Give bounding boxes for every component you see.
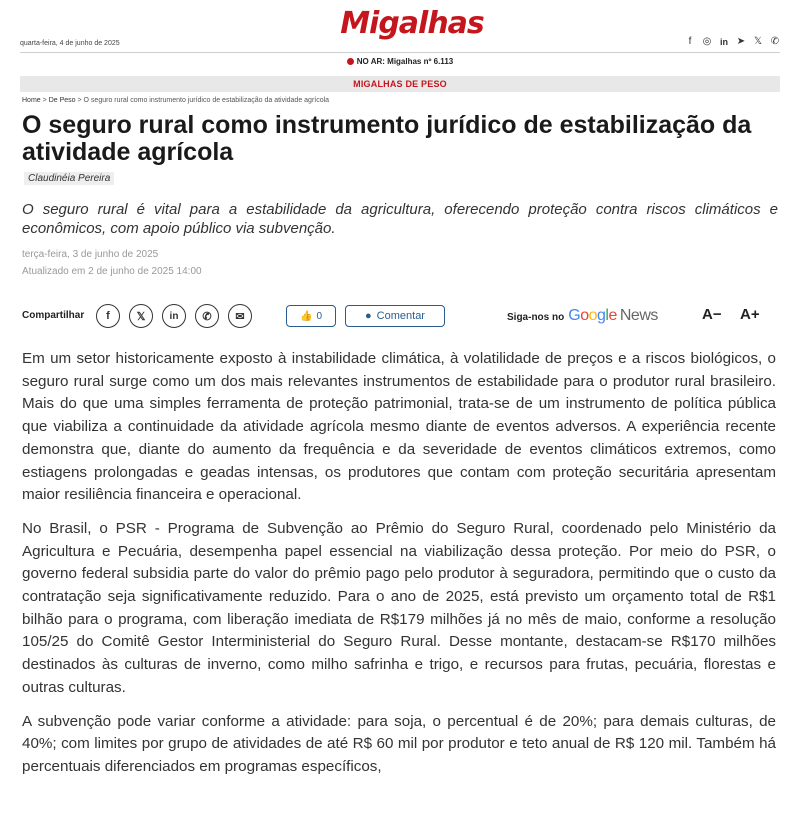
header-divider [20,52,780,53]
share-linkedin-icon[interactable]: in [162,304,186,328]
breadcrumb-separator: > [77,97,82,104]
on-air-label: NO AR: Migalhas nº 6.113 [356,57,454,66]
article-paragraph: No Brasil, o PSR - Programa de Subvenção ao Prêmio do Seguro Rural, coordenado pelo Ministério da Agricultura e Pecuária, desempenha papel essencial na viabilização dessa proteção. Por meio do PSR, o governo federal subsidia parte do valor do prêmio pago pelo produtor à seguradora, permitindo que o custo da contratação seja significativamente reduzido. Para o ano de 2025, está previsto um orçamento total de R$1 bilhão para o programa, com liberação imediata de R$179 milhões já no mês de maio, conforme a resolução 105/25 do Comitê Gestor Interministerial do Seguro Rural. Desse montante, destacam-se R$170 milhões destinados às culturas de inverno, como milho safrinha e trigo, e recursos para frutas, pecuária, florestas e outras culturas. [22,519,776,696]
breadcrumb-home[interactable]: Home [22,97,41,104]
font-decrease-button[interactable]: A− [702,306,722,323]
article-paragraph: Em um setor historicamente exposto à instabilidade climática, à volatilidade de preços e a riscos biológicos, o seguro rural surge como um dos mais relevantes instrumentos de estabilidade para o produtor rural brasileiro. Mais do que uma simples ferramenta de proteção patrimonial, trata-se de um instrumento de política pública que viabiliza a continuidade da atividade agrícola mesmo diante de eventos adversos. A experiência recente demonstra que, diante do aumento da frequência e da severidade de eventos climáticos extremos, como estiagens prolongadas e geadas intensas, os produtores que contam com proteção securitária apresentam maior resiliência financeira e operacional. [22,350,776,504]
article-title: O seguro rural como instrumento jurídico de estabilização da atividade agrícola [22,111,752,166]
on-air-indicator[interactable] [0,57,800,66]
breadcrumb [22,97,329,104]
like-count: 0 [316,310,322,322]
instagram-icon[interactable]: ◎ [702,36,712,47]
share-facebook-icon[interactable]: f [96,304,120,328]
current-date: quarta-feira, 4 de junho de 2025 [20,40,120,47]
article-body [22,348,776,790]
share-x-icon[interactable]: 𝕏 [129,304,153,328]
whatsapp-icon[interactable]: ✆ [770,36,780,47]
share-email-icon[interactable]: ✉ [228,304,252,328]
google-news-logo: Google News [568,307,658,324]
google-news-follow[interactable] [507,307,658,325]
share-whatsapp-icon[interactable]: ✆ [195,304,219,328]
breadcrumb-separator: > [42,97,47,104]
article-lead: O seguro rural é vital para a estabilidade da agricultura, oferecendo proteção contra riscos climáticos e econômicos, com apoio público via subvenção. [22,201,778,237]
live-dot-icon [347,58,354,65]
thumbs-up-icon: 👍 [299,310,313,322]
google-news-text: News [619,307,658,324]
breadcrumb-current: O seguro rural como instrumento jurídico de estabilização da atividade agrícola [83,97,330,104]
publish-date: terça-feira, 3 de junho de 2025 [22,249,159,260]
x-icon[interactable]: 𝕏 [753,36,763,47]
social-links [685,36,780,48]
share-toolbar [22,302,778,330]
breadcrumb-category[interactable]: De Peso [48,97,76,104]
facebook-icon[interactable]: f [688,36,692,47]
article-paragraph: A subvenção pode variar conforme a atividade: para soja, o percentual é de 20%; para demais culturas, de 40%; com limites por grupo de atividades de até R$ 60 mil por produtor e teto anual de R$ 120 mil. Também há percentuais diferenciados em programas específicos, [22,712,776,775]
font-increase-button[interactable]: A+ [740,306,760,323]
follow-label: Siga-nos no [507,312,565,323]
site-header [20,0,780,52]
updated-date: Atualizado em 2 de junho de 2025 14:00 [22,266,202,277]
section-banner[interactable]: MIGALHAS DE PESO [20,76,780,92]
telegram-icon[interactable]: ➤ [736,36,746,47]
author-link[interactable]: Claudinéia Pereira [24,172,114,185]
share-label: Compartilhar [22,310,85,321]
like-button[interactable] [286,305,336,327]
comment-button[interactable] [345,305,445,327]
comment-icon: ● [365,310,372,322]
comment-label: Comentar [376,310,425,322]
linkedin-icon[interactable]: in [720,37,728,47]
site-logo[interactable]: Migalhas [340,6,484,41]
